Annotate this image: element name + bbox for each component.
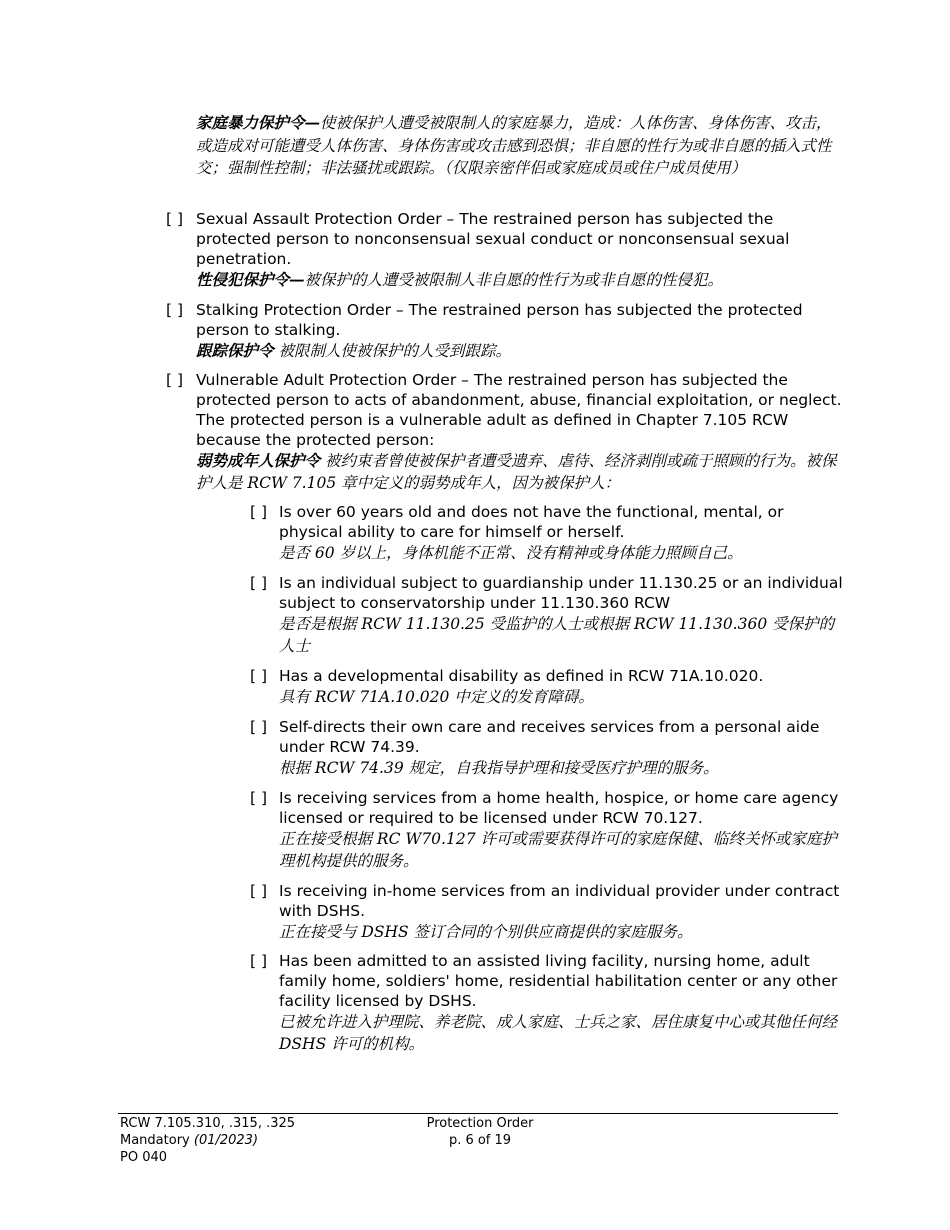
- option-zh: 被约束者曾使被保护者遭受遗弃、虐待、经济剥削或疏于照顾的行为。被保护人是 RCW 7.105 章中定义的弱势成年人，因为被保护人：: [196, 452, 837, 492]
- checkbox-over-60[interactable]: [ ]: [250, 503, 268, 521]
- sub-text: Has been admitted to an assisted living facility, nursing home, adult family home, soldiers' home, residential habilitation center or any other facility licensed by DSHS.: [279, 952, 838, 1010]
- sub-option-home-health: [250, 788, 845, 872]
- checkbox-stalking[interactable]: [ ]: [166, 301, 184, 319]
- sub-option-developmental-disability: [250, 666, 845, 708]
- option-title: Sexual Assault Protection Order: [196, 210, 442, 228]
- checkbox-vulnerable-adult[interactable]: [ ]: [166, 371, 184, 389]
- page-footer: [118, 1113, 838, 1165]
- sub-zh: 正在接受与 DSHS 签订合同的个别供应商提供的家庭服务。: [279, 923, 693, 941]
- option-sexual-assault: [166, 209, 846, 291]
- option-text: – The restrained person has subjected the protected person to stalking.: [196, 301, 803, 339]
- sub-zh: 根据 RCW 74.39 规定，自我指导护理和接受医疗护理的服务。: [279, 759, 719, 777]
- footer-page: p. 6 of 19: [448, 1133, 512, 1148]
- footer-mandatory: Mandatory: [120, 1133, 190, 1148]
- sub-option-in-home-services: [250, 881, 845, 943]
- sub-option-guardianship: [250, 573, 845, 657]
- footer-form-number: PO 040: [120, 1150, 168, 1165]
- option-text: – The restrained person has subjected the protected person to acts of abandonment, abuse, financial exploitation, or neglect. The protected person is a vulnerable adult as defined in Chapter 7.105 RCW because the protected person:: [196, 371, 842, 449]
- sub-text: Is an individual subject to guardianship under 11.130.25 or an individual subject to conservatorship under 11.130.360 RCW: [279, 574, 843, 612]
- sub-zh: 是否 60 岁以上，身体机能不正常、没有精神或身体能力照顾自己。: [279, 544, 743, 562]
- option-zh: 被保护的人遭受被限制人非自愿的性行为或非自愿的性侵犯。: [304, 271, 724, 289]
- sub-zh: 是否是根据 RCW 11.130.25 受监护的人士或根据 RCW 11.130.360 受保护的人士: [279, 615, 835, 655]
- footer-center: [426, 1115, 534, 1149]
- option-zh: 被限制人使被保护的人受到跟踪。: [273, 342, 511, 360]
- sub-zh: 具有 RCW 71A.10.020 中定义的发育障碍。: [279, 688, 594, 706]
- dv-zh-text: 使被保护人遭受被限制人的家庭暴力，造成：人体伤害、身体伤害、攻击，或造成对可能遭受人体伤害、身体伤害或攻击感到恐惧；非自愿的性行为或非自愿的插入式性交；强制性控制；非法骚扰或跟踪。（仅限亲密伴侣或家庭成员或住户成员使用）: [196, 114, 832, 177]
- footer-title: Protection Order: [426, 1116, 534, 1131]
- option-stalking: [166, 300, 846, 362]
- option-zh-bold: 弱势成年人保护令: [196, 451, 321, 470]
- option-text: – The restrained person has subjected the protected person to nonconsensual sexual conduct or nonconsensual sexual penetration.: [196, 210, 790, 268]
- sub-text: Has a developmental disability as defined in RCW 71A.10.020.: [279, 667, 764, 685]
- option-title: Stalking Protection Order: [196, 301, 391, 319]
- sub-text: Is over 60 years old and does not have the functional, mental, or physical ability to care for himself or herself.: [279, 503, 784, 541]
- checkbox-self-directs[interactable]: [ ]: [250, 718, 268, 736]
- sub-option-facility: [250, 951, 845, 1055]
- sub-zh: 已被允许进入护理院、养老院、成人家庭、士兵之家、居住康复中心或其他任何经 DSHS 许可的机构。: [279, 1013, 838, 1053]
- sub-text: Is receiving services from a home health, hospice, or home care agency licensed or required to be licensed under RCW 70.127.: [279, 789, 839, 827]
- checkbox-guardianship[interactable]: [ ]: [250, 574, 268, 592]
- option-zh-bold: 性侵犯保护令—: [196, 270, 305, 289]
- footer-mandatory-date: (01/2023): [193, 1133, 259, 1148]
- sub-text: Self-directs their own care and receives services from a personal aide under RCW 74.39.: [279, 718, 820, 756]
- checkbox-home-health[interactable]: [ ]: [250, 789, 268, 807]
- checkbox-developmental-disability[interactable]: [ ]: [250, 667, 268, 685]
- sub-zh: 正在接受根据 RC W70.127 许可或需要获得许可的家庭保健、临终关怀或家庭护理机构提供的服务。: [279, 830, 837, 870]
- option-vulnerable-adult: [166, 370, 846, 494]
- option-zh-bold: 跟踪保护令: [196, 341, 274, 360]
- checkbox-in-home-services[interactable]: [ ]: [250, 882, 268, 900]
- sub-option-over-60: [250, 502, 845, 564]
- checkbox-facility[interactable]: [ ]: [250, 952, 268, 970]
- dv-chinese-paragraph: [196, 112, 846, 180]
- checkbox-sexual-assault[interactable]: [ ]: [166, 210, 184, 228]
- footer-left: [120, 1115, 295, 1166]
- footer-rcw: RCW 7.105.310, .315, .325: [120, 1116, 296, 1131]
- sub-text: Is receiving in-home services from an individual provider under contract with DSHS.: [279, 882, 840, 920]
- sub-option-self-directs: [250, 717, 845, 779]
- option-title: Vulnerable Adult Protection Order: [196, 371, 457, 389]
- dv-zh-bold: 家庭暴力保护令—: [196, 113, 321, 132]
